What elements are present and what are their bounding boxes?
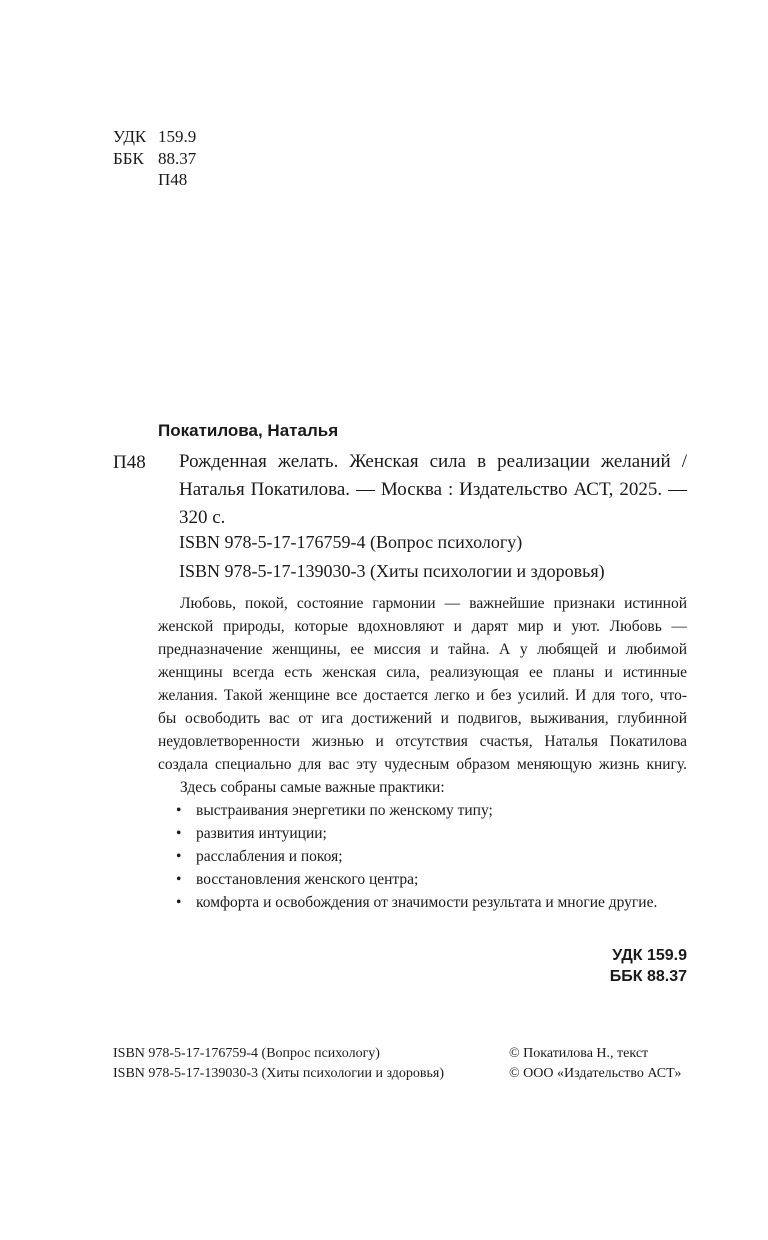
annotation-line: женской природы, которые вдохновляют и дарят мир и уют. Любовь — — [158, 618, 687, 635]
right-classification-codes — [610, 945, 687, 987]
list-item — [176, 822, 657, 845]
bullet-icon: • — [176, 825, 182, 842]
annotation-line: Любовь, покой, состояние гармонии — важнейшие признаки истинной — [180, 595, 687, 612]
annotation-line: Здесь собраны самые важные практики: — [180, 779, 445, 796]
annotation-line: предназначение женщины, ее миссия и тайна. А у любящей и любимой — [158, 641, 687, 658]
list-item-text: комфорта и освобождения от значимости результата и многие другие. — [196, 894, 658, 911]
list-item-text: расслабления и покоя; — [196, 848, 343, 865]
biblio-line: 320 с. — [179, 507, 226, 528]
biblio-line: Рожденная желать. Женская сила в реализации желаний / — [179, 451, 687, 472]
bullet-icon: • — [176, 802, 182, 819]
list-item — [176, 891, 657, 914]
annotation-line: неудовлетворенности жизнью и отсутствия счастья, Наталья Покатилова — [158, 733, 687, 750]
bbk-code-row — [113, 149, 196, 169]
footer-isbn: ISBN 978-5-17-176759-4 (Вопрос психологу) — [113, 1046, 380, 1061]
annotation-line: бы освободить вас от ига достижений и подвигов, выживания, глубинной — [158, 710, 687, 727]
annotation-line: женщины всегда есть женская сила, реализующая ее планы и истинные — [158, 664, 687, 681]
footer-copyright: © ООО «Издательство АСТ» — [509, 1066, 682, 1081]
footer-copyright: © Покатилова Н., текст — [509, 1046, 649, 1061]
list-item — [176, 868, 657, 891]
isbn-line: ISBN 978-5-17-139030-3 (Хиты психологии и здоровья) — [179, 561, 605, 581]
udk-value: 159.9 — [158, 127, 197, 146]
bullet-icon: • — [176, 894, 182, 911]
list-item-text: развития интуиции; — [196, 825, 327, 842]
udk-label: УДК — [113, 127, 147, 146]
biblio-line: Наталья Покатилова. — Москва : Издательство АСТ, 2025. — — [179, 479, 687, 500]
practices-list — [176, 799, 657, 914]
list-item — [176, 845, 657, 868]
list-item — [176, 799, 657, 822]
annotation-line: желания. Такой женщине все достается легко и без усилий. И для того, что- — [158, 687, 687, 704]
bullet-icon: • — [176, 871, 182, 888]
list-item-text: восстановления женского центра; — [196, 871, 419, 888]
list-item-text: выстраивания энергетики по женскому типу; — [196, 802, 493, 819]
bbk-value: 88.37 — [158, 149, 197, 168]
author-mark-row — [113, 170, 187, 190]
bibliographic-description — [179, 448, 687, 532]
author-mark-value: П48 — [158, 170, 188, 189]
footer-isbn: ISBN 978-5-17-139030-3 (Хиты психологии и здоровья) — [113, 1066, 445, 1081]
annotation-line: создала специально для вас эту чудесным образом меняющую жизнь книгу. — [158, 756, 687, 773]
bbk-code: ББК 88.37 — [609, 968, 687, 985]
bbk-label: ББК — [113, 149, 144, 168]
author-heading: Покатилова, Наталья — [158, 421, 339, 440]
annotation — [158, 592, 687, 799]
udk-code-row — [113, 127, 196, 147]
udk-code: УДК 159.9 — [612, 947, 687, 964]
bullet-icon: • — [176, 848, 182, 865]
isbn-line: ISBN 978-5-17-176759-4 (Вопрос психологу) — [179, 532, 523, 552]
index-code: П48 — [113, 452, 146, 473]
